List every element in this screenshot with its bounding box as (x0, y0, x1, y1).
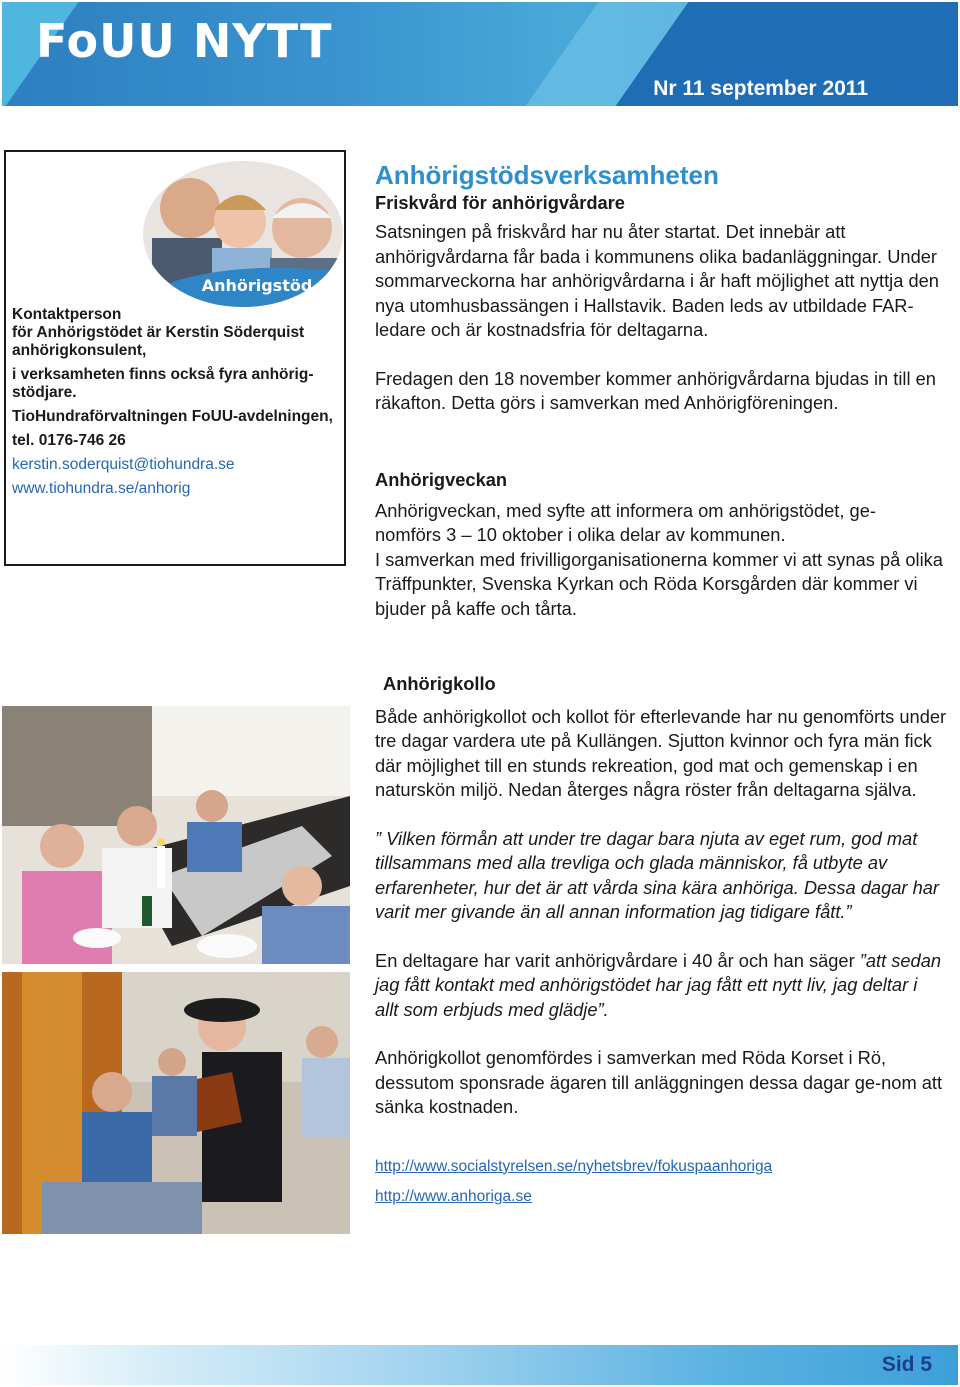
article-paragraph: Fredagen den 18 november kommer anhörigvårdarna bjudas in till en räkafton. Detta görs i samverkan med Anhörigföreningen. (375, 367, 936, 413)
article-paragraph (375, 949, 945, 1023)
article-title: Anhörigstödsverksamheten (375, 160, 719, 190)
article-paragraph: I samverkan med frivilligorganisationerna kommer vi att synas på olika Träffpunkter, Svenska Kyrkan och Röda Korsgården där kommer vi bjuder på kaffe och tårta. (375, 548, 943, 619)
contact-info (12, 306, 342, 504)
article-title: Anhörigkollo (383, 673, 496, 694)
issue-label: Nr 11 september 2011 (653, 77, 868, 100)
article-anhorigveckan (375, 468, 955, 621)
contact-phone: tel. 0176-746 26 (12, 432, 126, 449)
article-paragraph: Anhörigveckan, med syfte att informera om anhörigstödet, ge-nomförs 3 – 10 oktober i olika delar av kommunen. (375, 499, 876, 545)
socialstyrelsen-link[interactable]: http://www.socialstyrelsen.se/nyhetsbrev/fokuspaanhoriga (375, 1157, 773, 1175)
article-anhorigkollo (375, 672, 955, 1212)
dinner-photo (2, 706, 350, 964)
contact-department: TioHundraförvaltningen FoUU-avdelningen, (12, 408, 333, 425)
article-paragraph: Anhörigkollot genomfördes i samverkan med Röda Korset i Rö, dessutom sponsrade ägaren till anläggningen dessa dagar ge-nom att sänka kostnaden. (375, 1047, 943, 1117)
fiddler-photo (2, 972, 350, 1234)
contact-heading: Kontaktperson (12, 306, 122, 323)
article-title: Anhörigveckan (375, 469, 508, 490)
article-subtitle: Friskvård för anhörigvårdare (375, 192, 625, 213)
header-banner (2, 2, 958, 106)
newsletter-title: FoUU NYTT (36, 14, 333, 68)
page-footer (2, 1345, 958, 1385)
participant-quote: ” Vilken förmån att under tre dagar bara njuta av eget rum, god mat tillsammans med alla trevliga och glada människor, få utbyte av erfarenheter, hur det är att vårda sina kära anhöriga. Dessa dagar har varit mer givande än all annan information jag tidigare fått.” (375, 827, 940, 922)
contact-box (4, 150, 346, 566)
contact-person: för Anhörigstödet är Kerstin Söderquist anhörigkonsulent, (12, 324, 305, 359)
article-paragraph: Både anhörigkollot och kollot för efterlevande har nu genomförts under tre dagar vardera ute på Kullängen. Sjutton kvinnor och fyra män fick där möjlighet till en stunds rekreation, god mat och gemenskap i en naturskön miljö. Nedan återges några röster från deltagarna själva. (375, 705, 947, 800)
article-anhorigstod (375, 160, 955, 416)
quote-intro: En deltagare har varit anhörigvårdare i 40 år och han säger (375, 949, 860, 971)
anhoriga-link[interactable]: http://www.anhoriga.se (375, 1187, 532, 1205)
anhorigstod-photo (142, 160, 344, 308)
photo-badge-text: Anhörigstöd (201, 276, 313, 295)
page-number: Sid 5 (881, 1353, 932, 1376)
participant-quote: ”att sedan jag fått kontakt med anhörigstödet har jag fått ett nytt liv, jag deltar i allt som erbjuds med glädje”. (375, 949, 942, 1020)
contact-staff: i verksamheten finns också fyra anhörig-stödjare. (12, 366, 314, 401)
contact-web-link[interactable]: www.tiohundra.se/anhorig (12, 480, 191, 497)
article-paragraph: Satsningen på friskvård har nu åter startat. Det innebär att anhörigvårdarna får bada i kommunens olika badanläggningar. Under sommarveckorna har anhörigvårdarna i år haft möjlighet att nyttja den nya utomhusbassängen i Hallstavik. Baden leds av utbildade FAR-ledare och är kostnadsfria för deltagarna. (375, 221, 939, 340)
contact-email-link[interactable]: kerstin.soderquist@tiohundra.se (12, 456, 235, 473)
